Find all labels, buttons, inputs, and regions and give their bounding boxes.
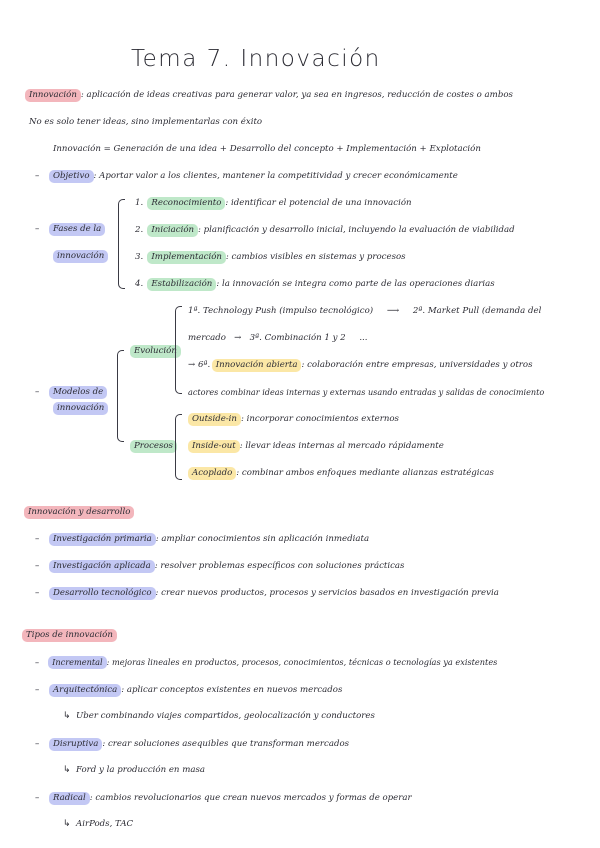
tipo-example: ↳ AirPods, TAC	[63, 819, 134, 829]
tipo-item: – Disruptiva : crear soluciones asequibles que transforman mercados	[35, 739, 350, 749]
fases-label-2: innovación	[57, 251, 108, 261]
proceso-item: Outside-in : incorporar conocimientos externos	[192, 414, 399, 424]
id-item: – Investigación primaria : ampliar conocimientos sin aplicación inmediata	[35, 534, 370, 544]
fases-brace	[118, 199, 125, 289]
intro-definition: Innovación : aplicación de ideas creativas para generar valor, ya sea en ingresos, reducción de costes o ambos	[29, 90, 513, 100]
section-heading: Tipos de innovación	[26, 630, 117, 640]
tipo-example: ↳ Uber combinando viajes compartidos, geolocalización y conductores	[63, 711, 375, 721]
id-item: – Desarrollo tecnológico : crear nuevos productos, procesos y servicios basados en investigación previa	[35, 588, 499, 598]
innovation-formula: Innovación = Generación de una idea + Desarrollo del concepto + Implementación + Explotación	[53, 144, 481, 154]
tipo-example: ↳ Ford y la producción en masa	[63, 765, 206, 775]
procesos-brace	[175, 414, 182, 480]
tipo-item: – Arquitectónica : aplicar conceptos existentes en nuevos mercados	[35, 685, 343, 695]
hook-arrow-icon: ↳	[63, 819, 71, 829]
evolucion-line: 1ª. Technology Push (impulso tecnológico) ⟶ 2ª. Market Pull (demanda del	[188, 306, 542, 316]
fase-item: 3. Implementación : cambios visibles en sistemas y procesos	[135, 252, 406, 262]
tipo-item: – Incremental : mejoras lineales en productos, procesos, conocimientos, técnicas o tecnologías ya existentes	[35, 657, 498, 667]
hook-arrow-icon: ↳	[63, 711, 71, 721]
intro-line: No es solo tener ideas, sino implementarlas con éxito	[29, 117, 263, 127]
modelos-label-2: innovación	[57, 403, 108, 413]
proceso-item: Acoplado : combinar ambos enfoques mediante alianzas estratégicas	[192, 468, 494, 478]
fase-item: 2. Iniciación : planificación y desarrollo inicial, incluyendo la evaluación de viabilidad	[135, 225, 515, 235]
modelos-brace	[117, 350, 124, 442]
fase-item: 4. Estabilización : la innovación se integra como parte de las operaciones diarias	[135, 279, 495, 289]
hook-arrow-icon: ↳	[63, 765, 71, 775]
evolucion-label: Evolución	[134, 346, 181, 356]
modelos-label: – Modelos de	[35, 387, 107, 397]
evolucion-line: → 6ª. Innovación abierta : colaboración entre empresas, universidades y otros	[188, 360, 533, 370]
section-heading: Innovación y desarrollo	[28, 507, 134, 517]
term-highlight: Objetivo	[49, 170, 94, 183]
fase-item: 1. Reconocimiento : identificar el potencial de una innovación	[135, 198, 412, 208]
evolucion-line: mercado → 3ª. Combinación 1 y 2 ...	[188, 333, 368, 343]
objetivo-row: – Objetivo : Aportar valor a los clientes, mantener la competitividad y crecer económicamente	[35, 171, 458, 181]
id-item: – Investigación aplicada : resolver problemas específicos con soluciones prácticas	[35, 561, 405, 571]
evolucion-line: actores combinar ideas internas y externas usando entradas y salidas de conocimiento	[188, 387, 545, 397]
term-highlight: Innovación	[25, 89, 81, 102]
evolucion-brace	[175, 306, 182, 394]
tipo-item: – Radical : cambios revolucionarios que crean nuevos mercados y formas de operar	[35, 793, 412, 803]
fases-label: – Fases de la	[35, 224, 105, 234]
procesos-label: Procesos	[134, 441, 177, 451]
proceso-item: Inside-out : llevar ideas internas al mercado rápidamente	[192, 441, 444, 451]
page-title: Tema 7. Innovación	[131, 46, 381, 72]
